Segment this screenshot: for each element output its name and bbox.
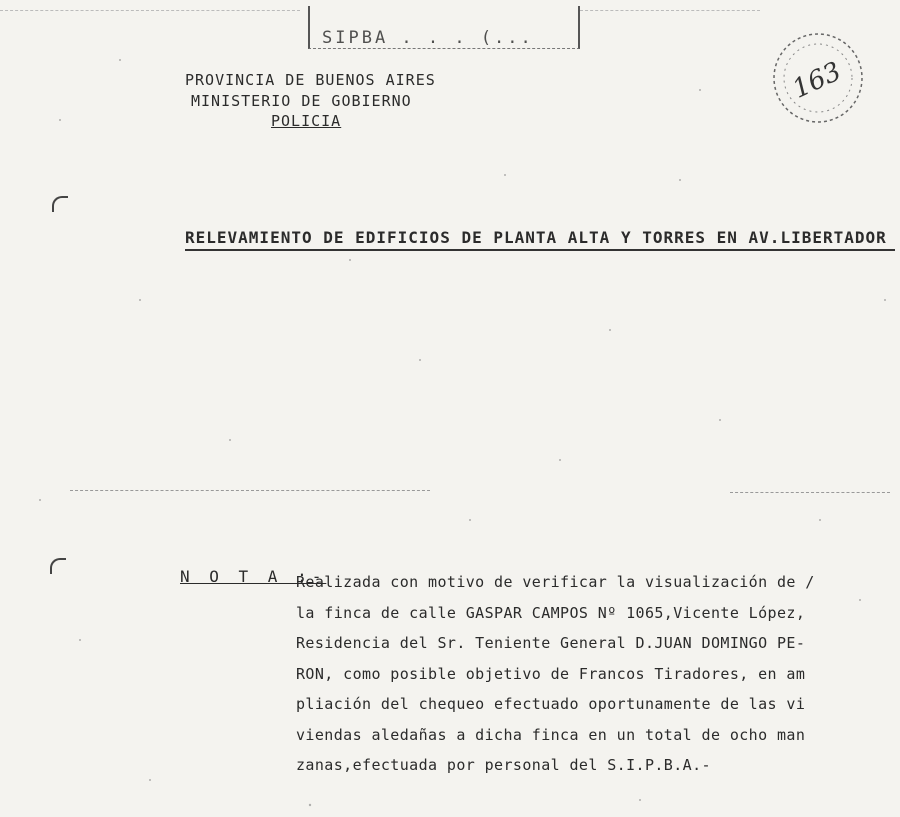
archive-stamp-text: SIPBA . . . (... — [322, 28, 534, 48]
note-line: pliación del chequeo efectuado oportunamente de las vi — [296, 695, 806, 713]
scan-artifact-line — [70, 490, 430, 491]
document-title: RELEVAMIENTO DE EDIFICIOS DE PLANTA ALTA Y TORRES EN AV.LIBERTADOR — [185, 228, 895, 251]
letterhead-ministry: MINISTERIO DE GOBIERNO — [191, 92, 412, 110]
letterhead-police: POLICIA — [271, 112, 342, 130]
note-label: N O T A :- — [180, 567, 327, 586]
scan-artifact-line — [580, 10, 760, 11]
round-seal-icon — [768, 28, 868, 128]
note-line: Realizada con motivo de verificar la visualización de / — [296, 573, 815, 591]
seal-number: 163 — [788, 56, 846, 105]
note-line: Residencia del Sr. Teniente General D.JUAN DOMINGO PE- — [296, 634, 806, 652]
note-line: RON, como posible objetivo de Francos Tiradores, en am — [296, 664, 806, 683]
note-body — [296, 567, 896, 781]
margin-mark — [50, 558, 66, 574]
note-line: viendas aledañas a dicha finca en un total de ocho man — [296, 725, 806, 744]
note-line: zanas,efectuada por personal del S.I.P.B.A.- — [296, 756, 711, 774]
letterhead-province: PROVINCIA DE BUENOS AIRES — [185, 71, 436, 89]
margin-mark — [52, 196, 68, 212]
scan-artifact-line — [730, 492, 890, 493]
note-line: la finca de calle GASPAR CAMPOS Nº 1065,Vicente López, — [296, 603, 806, 622]
scan-artifact-line — [0, 10, 300, 11]
